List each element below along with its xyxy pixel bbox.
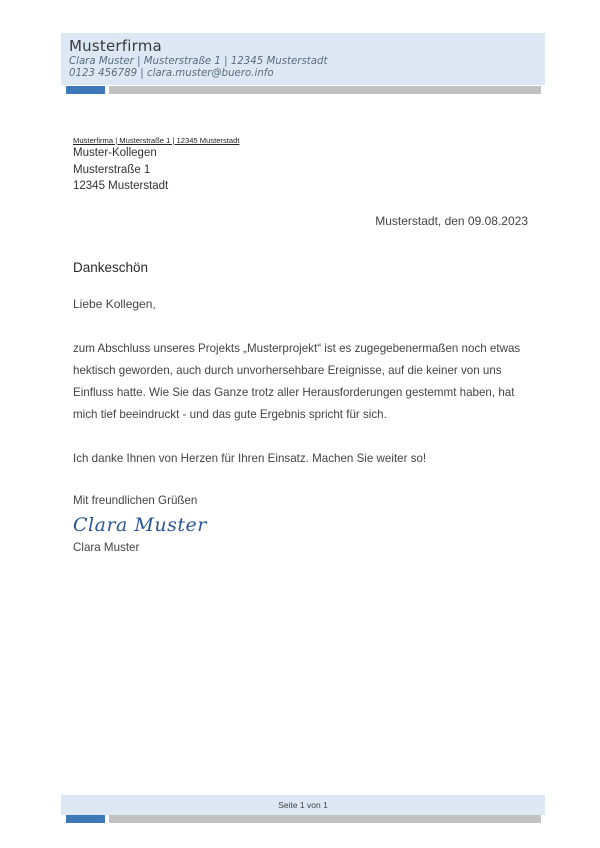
letter-greeting: Liebe Kollegen, — [73, 297, 156, 311]
letter-paragraph: zum Abschluss unseres Projekts „Musterprojekt“ ist es zugegebenermaßen noch etwas hektisch geworden, auch durch unvorhersehbare Ereignisse, auf die keiner von uns Einfluss hatte. Wie Sie das Ganze trotz aller Herausforderungen gestemmt haben, hat mich tief beeindruckt - und das gute Ergebnis spricht für sich. — [73, 342, 521, 421]
signer-name: Clara Muster — [73, 541, 140, 554]
recipient-line: Muster-Kollegen — [73, 147, 157, 159]
letter-paragraph: Ich danke Ihnen von Herzen für Ihren Einsatz. Machen Sie weiter so! — [73, 452, 427, 465]
sender-return-line: Musterfirma | Musterstraße 1 | 12345 Musterstadt — [73, 136, 240, 145]
letter-date: Musterstadt, den 09.08.2023 — [375, 214, 528, 228]
recipient-line: 12345 Musterstadt — [73, 180, 169, 192]
footer-grey-bar — [109, 815, 541, 823]
header-address-line: Clara Muster | Musterstraße 1 | 12345 Musterstadt — [69, 56, 328, 67]
footer-accent-bar — [66, 815, 105, 823]
letter-closing: Mit freundlichen Grüßen — [73, 494, 198, 507]
company-name: Musterfirma — [69, 37, 162, 55]
header-grey-bar — [109, 86, 541, 94]
letter-subject: Dankeschön — [73, 260, 149, 275]
page-number: Seite 1 von 1 — [278, 800, 328, 810]
header-contact-line: 0123 456789 | clara.muster@buero.info — [69, 68, 274, 79]
recipient-line: Musterstraße 1 — [73, 164, 151, 176]
header-accent-bar — [66, 86, 105, 94]
handwritten-signature: Clara Muster — [73, 514, 207, 536]
